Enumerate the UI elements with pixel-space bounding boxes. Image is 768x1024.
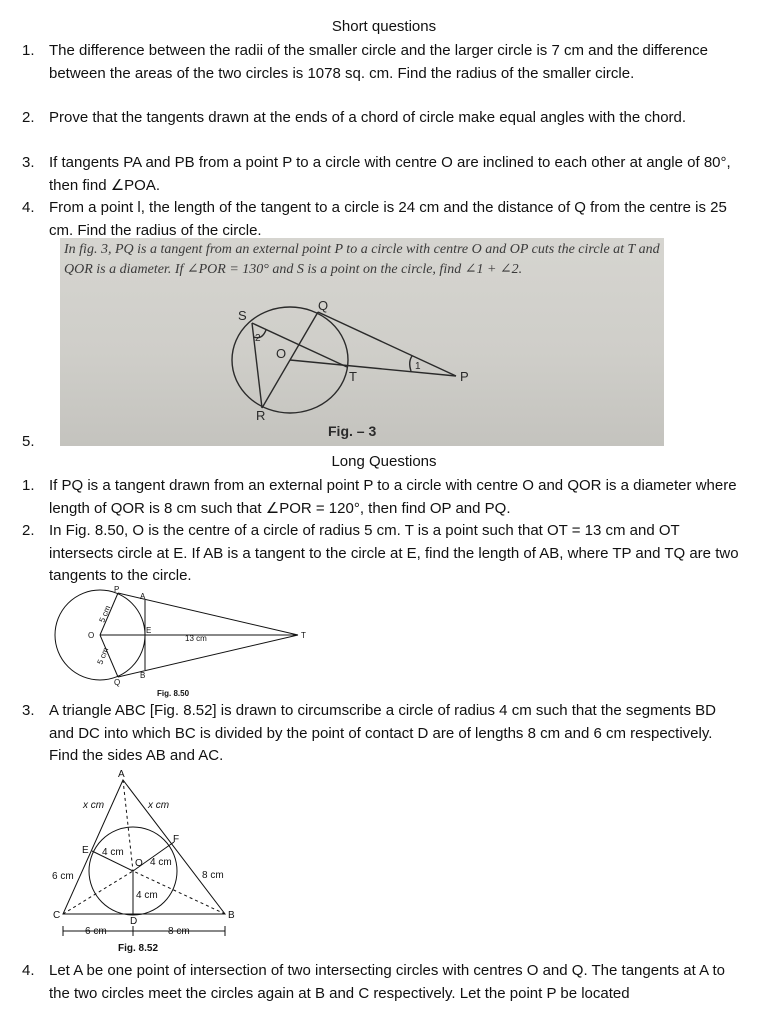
long-question-2 (22, 520, 742, 588)
fig852-label-side-right: 8 cm (202, 870, 224, 881)
fig3-diagram (60, 238, 664, 446)
fig852-label-r3: 4 cm (136, 890, 158, 901)
question-number: 5. (22, 433, 35, 450)
short-question-3 (22, 152, 742, 197)
fig852-label-x-left: x cm (83, 800, 105, 811)
short-question-1 (22, 40, 742, 85)
fig850-point-e: E (146, 626, 152, 635)
question-number: 2. (22, 522, 35, 539)
fig852-diagram (45, 766, 265, 956)
question-number: 1. (22, 42, 35, 59)
question-text: In Fig. 8.50, O is the centre of a circle of radius 5 cm. T is a point such that OT = 13 cm and OT intersects circle at E. If AB is a tangent to the circle at E, find the length of AB, where TP and TQ are two tangents to the circle. (49, 522, 739, 584)
short-question-2 (22, 107, 742, 130)
question-text: If PQ is a tangent drawn from an external point P to a circle with centre O and QOR is a diameter where length of QOR is 8 cm such that ∠POR = 120°, then find OP and PQ. (49, 477, 737, 517)
fig852-point-a: A (118, 769, 125, 780)
fig850-length-op: 5 cm (97, 604, 113, 624)
question-text: From a point l, the length of the tangent to a circle is 24 cm and the distance of Q from the centre is 25 cm. Find the radius of the circle. (49, 199, 727, 239)
fig3-angle-1: 1 (415, 361, 421, 372)
question-text: A triangle ABC [Fig. 8.52] is drawn to circumscribe a circle of radius 4 cm such that the segments BD and DC into which BC is divided by the point of contact D are of lengths 8 cm and 6 cm respectively. Find the sides AB and AC. (49, 702, 716, 764)
fig3-point-s: S (238, 308, 247, 323)
fig852-label-bottom-right: 8 cm (168, 926, 190, 937)
question-text: Let A be one point of intersection of two intersecting circles with centres O and Q. The tangents at A to the two circles meet the circles again at B and C respectively. Let the point P be located (49, 962, 725, 1002)
question-number: 4. (22, 962, 35, 979)
fig850-point-b: B (140, 671, 146, 680)
question-number: 2. (22, 109, 35, 126)
fig852-point-b: B (228, 910, 235, 921)
question-text: If tangents PA and PB from a point P to a circle with centre O are inclined to each other at angle of 80°, then find ∠POA. (49, 154, 731, 194)
fig852-point-e: E (82, 845, 89, 856)
fig3-point-t: T (349, 369, 357, 384)
fig850-label: Fig. 8.50 (157, 689, 190, 698)
short-questions-heading: Short questions (331, 18, 437, 35)
fig3-point-r: R (256, 408, 266, 423)
fig850-length-ot: 13 cm (185, 634, 207, 643)
fig852-point-c: C (53, 910, 61, 921)
question-number: 3. (22, 702, 35, 719)
fig852-label-bottom-left: 6 cm (85, 926, 107, 937)
fig3-tangent-pq (318, 312, 456, 376)
fig3-diameter-qor (262, 312, 318, 408)
long-question-1 (22, 475, 742, 520)
fig3-point-o: O (276, 346, 287, 361)
fig850-point-q: Q (114, 678, 121, 687)
long-question-3 (22, 700, 742, 768)
fig3-point-p: P (460, 369, 469, 384)
fig852-dash-ao (123, 780, 133, 871)
fig850-diagram (40, 585, 360, 700)
long-questions-heading: Long Questions (331, 453, 437, 470)
question-number: 1. (22, 477, 35, 494)
fig3-photo (60, 238, 664, 446)
fig3-point-q: Q (318, 298, 329, 313)
short-question-4 (22, 197, 742, 242)
fig3-label: Fig. – 3 (328, 423, 377, 439)
fig852-label-side-left: 6 cm (52, 871, 74, 882)
fig852-label-r2: 4 cm (150, 857, 172, 868)
fig850-point-a: A (140, 592, 146, 601)
fig852-point-d: D (130, 916, 138, 927)
fig850-length-oq: 5 cm (95, 646, 111, 666)
question-number: 3. (22, 154, 35, 171)
fig3-caption: In fig. 3, PQ is a tangent from an external point P to a circle with centre O and OP cuts the circle at T and QOR is a diameter. If ∠POR = 130° and S is a point on the circle, find ∠1 + ∠2. (64, 242, 660, 277)
question-text: Prove that the tangents drawn at the ends of a chord of circle make equal angles with the chord. (49, 109, 687, 126)
fig852-label-r1: 4 cm (102, 847, 124, 858)
fig3-angle-2: 2 (255, 333, 261, 344)
question-number: 4. (22, 199, 35, 216)
fig3-line-op (290, 360, 456, 376)
long-question-4 (22, 960, 742, 1005)
fig852-label: Fig. 8.52 (118, 943, 159, 954)
fig852-label-x-right: x cm (148, 800, 170, 811)
fig850-point-t: T (301, 631, 306, 640)
fig852-point-o: O (135, 858, 143, 869)
question-text: The difference between the radii of the smaller circle and the larger circle is 7 cm and the difference between the areas of the two circles is 1078 sq. cm. Find the radius of the smaller circle. (49, 42, 708, 82)
fig3-angle-1-arc (410, 356, 412, 371)
fig850-point-o: O (88, 631, 95, 640)
fig852-point-f: F (173, 834, 180, 845)
fig850-point-p: P (114, 585, 120, 594)
